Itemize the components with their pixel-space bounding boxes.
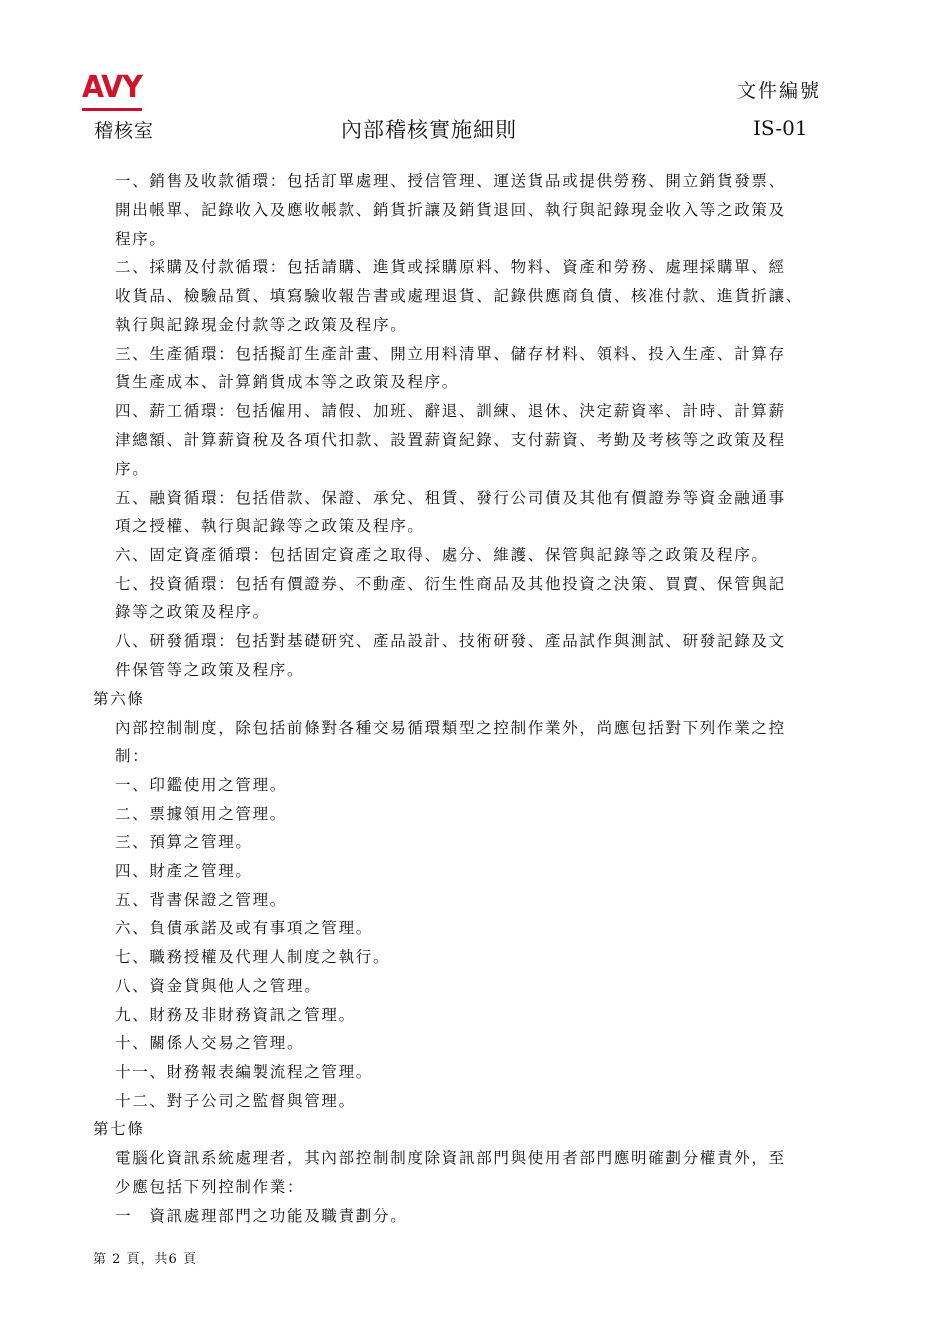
- document-title: 內部稽核實施細則: [341, 118, 517, 142]
- body-line: 制：: [115, 747, 150, 765]
- body-line: 少應包括下列控制作業：: [115, 1178, 305, 1196]
- body-line: 七、職務授權及代理人制度之執行。: [115, 948, 391, 966]
- body-line: 津總額、計算薪資稅及各項代扣款、設置薪資紀錄、支付薪資、考勤及考核等之政策及程: [115, 431, 786, 449]
- doc-number: IS-01: [753, 116, 808, 140]
- body-line: 二、票據領用之管理。: [115, 805, 288, 823]
- body-line: 四、薪工循環：包括僱用、請假、加班、辭退、訓練、退休、決定薪資率、計時、計算薪: [115, 402, 786, 420]
- body-line: 收貨品、檢驗品質、填寫驗收報告書或處理退貨、記錄供應商負債、核准付款、進貨折讓、: [115, 287, 804, 305]
- body-line: 項之授權、執行與記錄等之政策及程序。: [115, 517, 425, 535]
- body-line: 五、融資循環：包括借款、保證、承兌、租賃、發行公司債及其他有價證券等資金融通事: [115, 489, 786, 507]
- body-line: 二、採購及付款循環：包括請購、進貨或採購原料、物料、資產和勞務、處理採購單、經: [115, 258, 786, 276]
- body-line: 五、背書保證之管理。: [115, 891, 288, 909]
- department-label: 稽核室: [94, 120, 155, 142]
- body-line: 執行與記錄現金付款等之政策及程序。: [115, 316, 408, 334]
- body-line: 一、印鑑使用之管理。: [115, 776, 288, 794]
- body-line: 八、研發循環：包括對基礎研究、產品設計、技術研發、產品試作與測試、研發記錄及文: [115, 632, 786, 650]
- body-line: 一、銷售及收款循環：包括訂單處理、授信管理、運送貨品或提供勞務、開立銷貨發票、: [115, 172, 786, 190]
- body-line: 三、生產循環：包括擬訂生產計畫、開立用料清單、儲存材料、領料、投入生產、計算存: [115, 345, 786, 363]
- body-line: 第六條: [93, 690, 145, 708]
- body-line: 三、預算之管理。: [115, 833, 253, 851]
- body-line: 件保管等之政策及程序。: [115, 661, 305, 679]
- body-line: 開出帳單、記錄收入及應收帳款、銷貨折讓及銷貨退回、執行與記錄現金收入等之政策及: [115, 201, 786, 219]
- body-line: 十二、對子公司之監督與管理。: [115, 1092, 356, 1110]
- body-line: 程序。: [115, 230, 167, 248]
- body-line: 九、財務及非財務資訊之管理。: [115, 1006, 356, 1024]
- body-line: 貨生產成本、計算銷貨成本等之政策及程序。: [115, 373, 460, 391]
- body-line: 第七條: [93, 1120, 145, 1138]
- logo-text: AVY: [82, 70, 142, 105]
- body-line: 六、固定資產循環：包括固定資產之取得、處分、維護、保管與記錄等之政策及程序。: [115, 546, 769, 564]
- doc-number-label: 文件編號: [737, 80, 822, 102]
- page-footer: 第 2 頁，共6 頁: [93, 1252, 197, 1267]
- body-line: 四、財產之管理。: [115, 862, 253, 880]
- body-line: 八、資金貸與他人之管理。: [115, 977, 322, 995]
- body-line: 錄等之政策及程序。: [115, 603, 270, 621]
- body-line: 電腦化資訊系統處理者，其內部控制制度除資訊部門與使用者部門應明確劃分權責外，至: [115, 1149, 786, 1167]
- body-line: 十一、財務報表編製流程之管理。: [115, 1063, 374, 1081]
- body-line: 七、投資循環：包括有價證券、不動產、衍生性商品及其他投資之決策、買賣、保管與記: [115, 575, 786, 593]
- body-line: 一 資訊處理部門之功能及職責劃分。: [115, 1207, 408, 1225]
- body-line: 內部控制制度，除包括前條對各種交易循環類型之控制作業外，尚應包括對下列作業之控: [115, 719, 786, 737]
- body-line: 六、負債承諾及或有事項之管理。: [115, 919, 374, 937]
- body-line: 序。: [115, 460, 150, 478]
- body-line: 十、關係人交易之管理。: [115, 1034, 305, 1052]
- company-logo: [82, 72, 142, 111]
